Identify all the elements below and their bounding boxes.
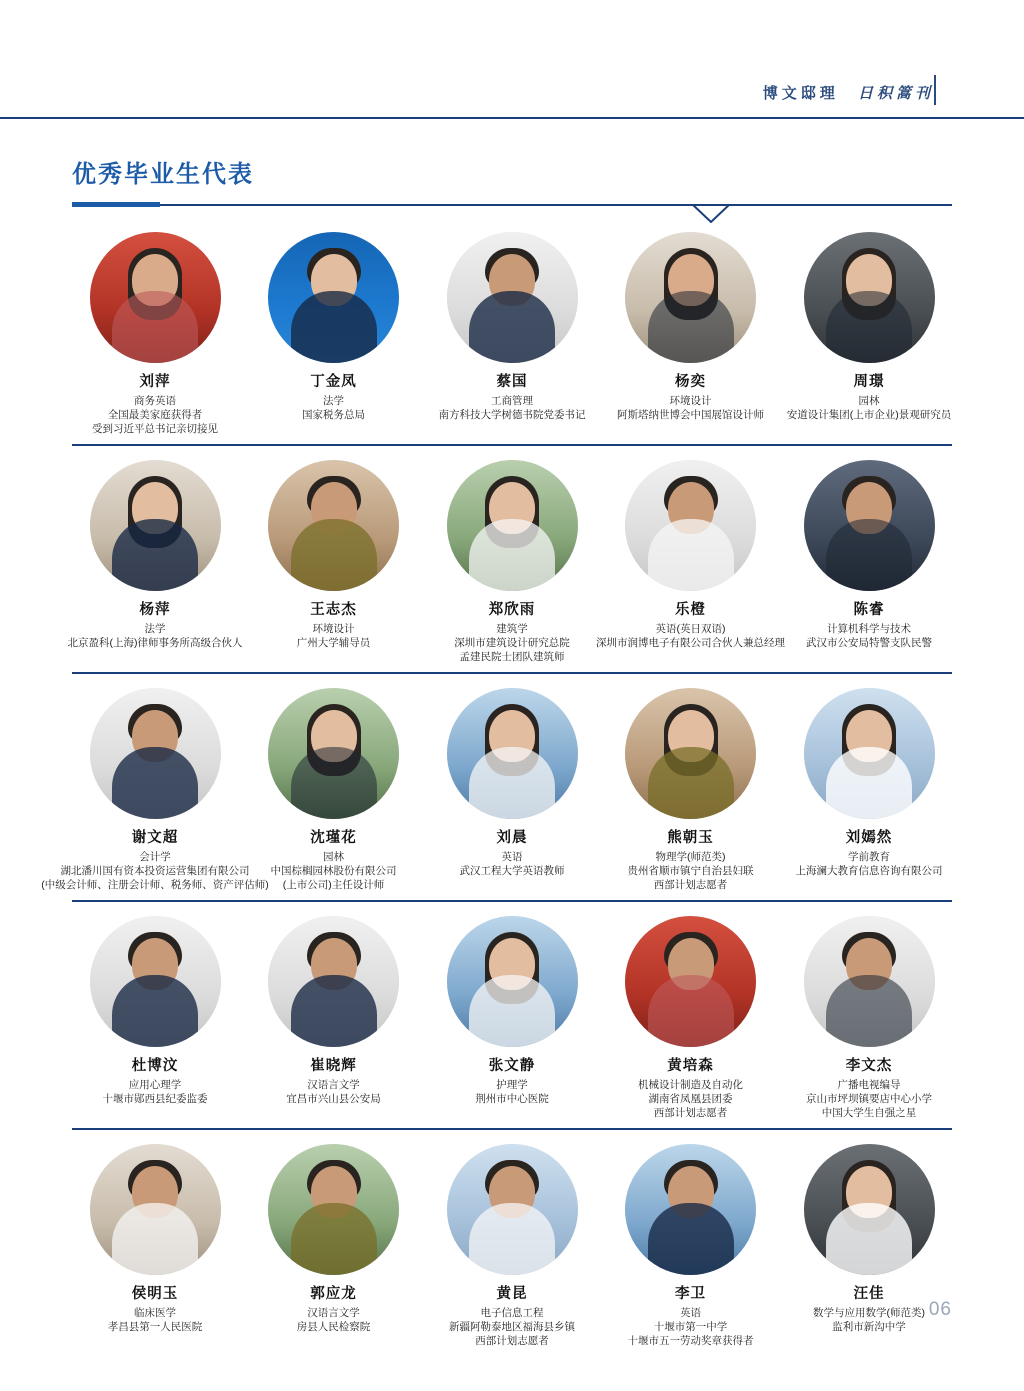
graduate-details <box>108 1306 203 1334</box>
graduate-affiliation-2: 孟建民院士团队建筑师 <box>459 651 565 663</box>
graduate-name: 沈瑾花 <box>310 830 357 846</box>
graduate-card <box>596 460 785 664</box>
graduate-major: 汉语言文学 <box>307 1307 360 1319</box>
graduate-details <box>92 394 218 436</box>
avatar <box>804 460 935 591</box>
graduate-affiliation: 南方科技大学树德书院党委书记 <box>438 409 586 421</box>
graduate-card <box>251 688 417 892</box>
avatar <box>625 688 756 819</box>
graduate-affiliation: 北京盈科(上海)律师事务所高级合伙人 <box>67 637 243 649</box>
avatar <box>268 460 399 591</box>
graduate-card <box>786 232 952 436</box>
graduate-details <box>796 850 943 878</box>
graduate-card <box>786 460 952 664</box>
graduate-name: 黄昆 <box>496 1286 528 1302</box>
title-accent-rule <box>72 202 160 207</box>
graduate-name: 丁金凤 <box>310 374 357 390</box>
row-divider <box>72 1128 952 1130</box>
graduate-name: 李文杰 <box>845 1058 893 1074</box>
header-tick-mark <box>934 75 936 105</box>
avatar <box>625 232 756 363</box>
graduates-grid <box>41 232 952 1358</box>
graduate-card <box>41 688 269 892</box>
graduate-honor: 十堰市五一劳动奖章获得者 <box>627 1335 754 1347</box>
graduate-affiliation: 孝昌县第一人民医院 <box>107 1321 203 1333</box>
graduate-name: 刘萍 <box>139 374 171 390</box>
graduate-name: 张文静 <box>488 1058 536 1074</box>
row-divider <box>72 900 952 902</box>
graduate-major: 商务英语 <box>134 395 176 407</box>
graduate-name: 王志杰 <box>310 602 357 618</box>
graduate-major: 法学 <box>144 623 166 635</box>
graduate-card <box>786 688 952 892</box>
graduate-name: 郑欣雨 <box>488 602 536 618</box>
graduate-major: 物理学(师范类) <box>655 851 726 863</box>
graduate-affiliation: 监利市新沟中学 <box>832 1321 906 1333</box>
avatar <box>268 916 399 1047</box>
avatar <box>625 916 756 1047</box>
avatar <box>447 688 578 819</box>
graduate-major: 临床医学 <box>134 1307 176 1319</box>
avatar <box>268 1144 399 1275</box>
graduate-affiliation: 新疆阿勒泰地区福海县乡镇 <box>449 1321 575 1333</box>
graduate-card <box>608 232 774 436</box>
header-motto-left: 博文邸理 <box>762 84 839 102</box>
graduate-name: 杜博汶 <box>131 1058 179 1074</box>
graduate-major: 计算机科学与技术 <box>827 623 911 635</box>
page-title: 优秀毕业生代表 <box>72 161 254 188</box>
graduate-details <box>271 850 397 892</box>
graduate-affiliation: 京山市坪坝镇要店中心小学 <box>806 1093 932 1105</box>
avatar <box>90 688 221 819</box>
graduate-details <box>787 394 952 422</box>
graduates-row <box>72 232 952 446</box>
graduate-affiliation: 武汉工程大学英语教师 <box>459 865 565 877</box>
graduate-card <box>251 460 417 664</box>
graduate-name: 谢文超 <box>131 830 179 846</box>
graduate-major: 汉语言文学 <box>307 1079 360 1091</box>
graduate-name: 熊朝玉 <box>667 830 714 846</box>
avatar <box>804 688 935 819</box>
graduate-credentials: (中级会计师、注册会计师、税务师、资产评估师) <box>41 879 269 891</box>
avatar <box>90 1144 221 1275</box>
graduate-card <box>72 232 238 436</box>
graduate-affiliation: 武汉市公安局特警支队民警 <box>806 637 932 649</box>
graduate-card <box>251 1144 417 1348</box>
graduate-details <box>103 1078 208 1106</box>
graduate-affiliation: 国家税务总局 <box>302 409 365 421</box>
avatar <box>447 916 578 1047</box>
graduate-card <box>608 688 774 892</box>
graduate-affiliation: 中国棕榈园林股份有限公司 <box>270 865 397 877</box>
graduate-card <box>72 916 238 1120</box>
graduates-row <box>41 688 952 902</box>
graduate-name: 周璟 <box>853 374 885 390</box>
graduate-name: 黄培森 <box>667 1058 714 1074</box>
graduate-details <box>297 1306 371 1334</box>
graduates-row <box>72 916 952 1130</box>
graduate-major: 园林 <box>323 851 344 863</box>
graduate-affiliation: 深圳市建筑设计研究总院 <box>454 637 570 649</box>
graduate-card <box>429 916 595 1120</box>
title-notch-icon <box>692 204 730 223</box>
graduate-major: 环境设计 <box>669 395 712 407</box>
graduate-major: 广播电视编导 <box>837 1079 901 1091</box>
avatar <box>625 460 756 591</box>
avatar <box>268 232 399 363</box>
graduate-details <box>449 1306 575 1348</box>
graduate-major: 建筑学 <box>496 623 528 635</box>
graduate-major: 环境设计 <box>312 623 355 635</box>
graduate-details <box>454 622 570 664</box>
graduate-major: 法学 <box>323 395 344 407</box>
graduate-name: 杨奕 <box>675 374 706 390</box>
graduate-details <box>806 622 932 650</box>
graduate-affiliation-2: (上市公司)主任设计师 <box>282 879 385 891</box>
graduate-major: 英语(英日双语) <box>655 623 726 635</box>
graduate-details <box>628 1306 754 1348</box>
graduate-details <box>475 1078 549 1106</box>
graduate-card <box>786 916 952 1120</box>
graduate-affiliation: 深圳市润博电子有限公司合伙人兼总经理 <box>596 637 785 649</box>
graduate-major: 会计学 <box>139 851 171 863</box>
avatar <box>804 232 935 363</box>
graduate-card <box>429 232 595 436</box>
graduate-major: 工商管理 <box>491 395 533 407</box>
graduate-details <box>638 1078 743 1120</box>
graduate-details <box>617 394 764 422</box>
graduate-details <box>302 394 365 422</box>
row-divider <box>72 444 952 446</box>
graduate-details <box>460 850 565 878</box>
graduate-details <box>596 622 785 650</box>
graduate-role: 西部计划志愿者 <box>653 1107 728 1119</box>
avatar <box>268 688 399 819</box>
graduate-name: 侯明玉 <box>131 1286 179 1302</box>
graduate-details <box>68 622 243 650</box>
avatar <box>447 1144 578 1275</box>
graduate-honor: 中国大学生自强之星 <box>821 1107 917 1119</box>
avatar <box>90 232 221 363</box>
graduate-details <box>439 394 586 422</box>
section-heading <box>72 160 952 190</box>
avatar <box>90 916 221 1047</box>
graduate-card <box>72 1144 238 1348</box>
graduate-affiliation: 湖北潘川国有资本投资运营集团有限公司 <box>60 865 250 877</box>
avatar <box>625 1144 756 1275</box>
graduate-major: 应用心理学 <box>128 1079 182 1091</box>
graduate-name: 蔡国 <box>496 374 528 390</box>
graduate-affiliation: 湖南省凤凰县团委 <box>648 1093 733 1105</box>
graduate-card <box>251 916 417 1120</box>
graduate-major: 护理学 <box>496 1079 528 1091</box>
graduate-card <box>429 1144 595 1348</box>
graduates-row <box>67 460 952 674</box>
graduate-name: 郭应龙 <box>310 1286 357 1302</box>
graduate-name: 杨萍 <box>139 602 171 618</box>
graduate-major: 学前教育 <box>848 851 890 863</box>
avatar <box>447 460 578 591</box>
header-divider <box>0 117 1024 119</box>
graduate-name: 李卫 <box>675 1286 706 1302</box>
graduate-name: 崔晓辉 <box>310 1058 357 1074</box>
graduate-card <box>251 232 417 436</box>
graduate-affiliation: 广州大学辅导员 <box>296 637 371 649</box>
graduate-card <box>429 460 595 664</box>
graduate-affiliation: 安道设计集团(上市企业)景观研究员 <box>786 409 952 421</box>
graduate-affiliation: 宜昌市兴山县公安局 <box>286 1093 381 1105</box>
page-number: 06 <box>928 1299 952 1320</box>
graduates-row <box>72 1144 952 1358</box>
graduate-affiliation: 十堰市郧西县纪委监委 <box>102 1093 208 1105</box>
graduate-card <box>429 688 595 892</box>
graduate-major: 英语 <box>680 1307 701 1319</box>
graduate-name: 刘晨 <box>496 830 528 846</box>
graduate-details <box>806 1078 932 1120</box>
graduate-honor: 受到习近平总书记亲切接见 <box>92 423 218 435</box>
graduate-name: 陈睿 <box>853 602 885 618</box>
graduate-details <box>628 850 754 892</box>
graduate-affiliation: 阿斯塔纳世博会中国展馆设计师 <box>617 409 764 421</box>
graduate-details <box>297 622 371 650</box>
graduate-details <box>41 850 269 892</box>
title-rule <box>72 204 952 206</box>
graduate-name: 汪佳 <box>853 1286 885 1302</box>
graduate-card <box>786 1144 952 1348</box>
row-divider <box>72 672 952 674</box>
avatar <box>804 1144 935 1275</box>
header-motto-right: 日积篙刊 <box>857 84 934 102</box>
graduate-affiliation: 贵州省顺市镇宁自治县妇联 <box>627 865 754 877</box>
graduate-card <box>67 460 243 664</box>
avatar <box>90 460 221 591</box>
graduate-card <box>608 916 774 1120</box>
graduate-affiliation: 上海澜大教育信息咨询有限公司 <box>795 865 943 877</box>
avatar <box>804 916 935 1047</box>
graduate-details <box>813 1306 925 1334</box>
graduate-major: 电子信息工程 <box>480 1307 544 1319</box>
graduate-name: 刘嫣然 <box>845 830 893 846</box>
graduate-major: 园林 <box>858 395 880 407</box>
graduate-details <box>286 1078 381 1106</box>
graduate-role: 西部计划志愿者 <box>475 1335 549 1347</box>
graduate-affiliation: 十堰市第一中学 <box>653 1321 728 1333</box>
graduate-affiliation: 房县人民检察院 <box>296 1321 371 1333</box>
graduate-role: 西部计划志愿者 <box>653 879 728 891</box>
graduate-major: 英语 <box>501 851 523 863</box>
avatar <box>447 232 578 363</box>
graduate-affiliation: 全国最美家庭获得者 <box>107 409 203 421</box>
graduate-affiliation: 荆州市中心医院 <box>475 1093 549 1105</box>
graduate-major: 数学与应用数学(师范类) <box>813 1307 925 1319</box>
graduate-name: 乐橙 <box>675 602 706 618</box>
header-motto <box>763 82 934 103</box>
page-header <box>0 0 1024 118</box>
graduate-major: 机械设计制造及自动化 <box>638 1079 743 1091</box>
graduate-card <box>608 1144 774 1348</box>
